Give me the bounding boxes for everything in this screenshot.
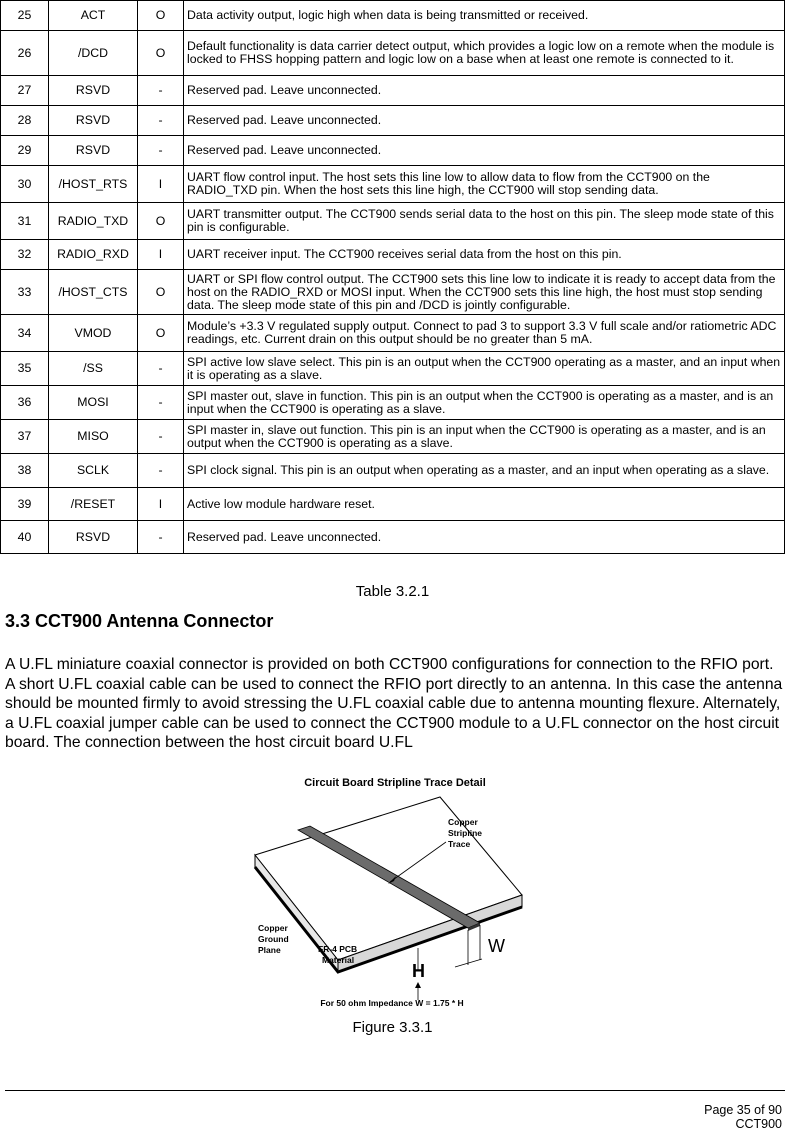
- pin-direction-cell: -: [138, 352, 184, 386]
- table-row: [1, 488, 785, 521]
- pin-description-cell: Reserved pad. Leave unconnected.: [184, 521, 785, 554]
- pin-name-cell: RSVD: [49, 106, 138, 136]
- pin-direction-cell: -: [138, 136, 184, 166]
- label-copper-stripline-3: Trace: [448, 839, 471, 849]
- pin-direction-cell: -: [138, 420, 184, 454]
- table-row: [1, 420, 785, 454]
- section-heading: 3.3 CCT900 Antenna Connector: [5, 611, 274, 631]
- label-copper-stripline-2: Stripline: [448, 828, 483, 838]
- pin-name-cell: /HOST_RTS: [49, 166, 138, 203]
- pin-direction-cell: I: [138, 488, 184, 521]
- stripline-figure: [250, 770, 540, 1010]
- pin-number-cell: 36: [1, 386, 49, 420]
- label-pcb-2: Material: [322, 955, 355, 965]
- pin-name-cell: ACT: [49, 1, 138, 31]
- pin-direction-cell: -: [138, 76, 184, 106]
- pin-description-cell: Module’s +3.3 V regulated supply output. Connect to pad 3 to support 3.3 V full scale and/or ratiometric ADC readings, etc. Current drain on this output should be no greater than 5 mA.: [184, 315, 785, 352]
- table-row: [1, 270, 785, 315]
- table-row: [1, 454, 785, 488]
- table-row: [1, 31, 785, 76]
- label-ground-plane-3: Plane: [258, 945, 281, 955]
- pin-description-cell: UART or SPI flow control output. The CCT900 sets this line low to indicate it is ready to accept data from the host on the RADIO_RXD or MOSI input. When the CCT900 sets this line high, the host must stop sending data. The sleep mode state of this pin and /DCD is jointly configurable.: [184, 270, 785, 315]
- pin-direction-cell: O: [138, 31, 184, 76]
- w-dim-line: [455, 959, 482, 967]
- table-caption: Table 3.2.1: [355, 583, 430, 600]
- pin-name-cell: /SS: [49, 352, 138, 386]
- pin-description-cell: SPI master in, slave out function. This pin is an input when the CCT900 is operating as a master, and is an output when the CCT900 is operating as a slave.: [184, 420, 785, 454]
- pin-number-cell: 35: [1, 352, 49, 386]
- pin-name-cell: RADIO_RXD: [49, 240, 138, 270]
- document-name: CCT900: [735, 1117, 782, 1131]
- pin-description-cell: Active low module hardware reset.: [184, 488, 785, 521]
- pin-name-cell: RSVD: [49, 521, 138, 554]
- label-w: W: [488, 936, 505, 956]
- section-paragraph: A U.FL miniature coaxial connector is provided on both CCT900 configurations for connection to the RFIO port. A short U.FL coaxial cable can be used to connect the RFIO port directly to an antenna. In this case the antenna should be mounted firmly to avoid stressing the U.FL coaxial cable due to antenna mounting flexure. Alternately, a U.FL coaxial jumper cable can be used to connect the CCT900 module to a U.FL connector on the host circuit board. The connection between the host circuit board U.FL: [5, 656, 783, 752]
- pin-description-cell: Reserved pad. Leave unconnected.: [184, 136, 785, 166]
- pin-name-cell: MISO: [49, 420, 138, 454]
- pin-description-cell: UART receiver input. The CCT900 receives serial data from the host on this pin.: [184, 240, 785, 270]
- table-row: [1, 136, 785, 166]
- pin-number-cell: 32: [1, 240, 49, 270]
- pin-name-cell: /HOST_CTS: [49, 270, 138, 315]
- pin-direction-cell: O: [138, 315, 184, 352]
- table-row: [1, 1, 785, 31]
- pin-description-cell: SPI master out, slave in function. This pin is an output when the CCT900 is operating as a master, and is an input when the CCT900 is operating as a slave.: [184, 386, 785, 420]
- pin-direction-cell: I: [138, 240, 184, 270]
- label-pcb-1: FR-4 PCB: [318, 944, 358, 954]
- pin-description-cell: Reserved pad. Leave unconnected.: [184, 76, 785, 106]
- pin-number-cell: 28: [1, 106, 49, 136]
- pin-number-cell: 38: [1, 454, 49, 488]
- pin-direction-cell: O: [138, 270, 184, 315]
- pin-number-cell: 26: [1, 31, 49, 76]
- table-row: [1, 240, 785, 270]
- pin-name-cell: /RESET: [49, 488, 138, 521]
- pin-description-cell: UART transmitter output. The CCT900 sends serial data to the host on this pin. The sleep mode state of this pin is configurable.: [184, 203, 785, 240]
- pin-direction-cell: O: [138, 1, 184, 31]
- pin-description-cell: SPI clock signal. This pin is an output when operating as a master, and an input when operating as a slave.: [184, 454, 785, 488]
- table-row: [1, 315, 785, 352]
- pin-number-cell: 27: [1, 76, 49, 106]
- table-row: [1, 166, 785, 203]
- stripline-diagram: [250, 770, 540, 1010]
- pin-name-cell: SCLK: [49, 454, 138, 488]
- page-number: Page 35 of 90: [704, 1103, 782, 1117]
- pin-description-cell: SPI active low slave select. This pin is an output when the CCT900 operating as a master, and an input when it is operating as a slave.: [184, 352, 785, 386]
- table-row: [1, 386, 785, 420]
- footer-rule: [5, 1090, 785, 1091]
- pin-number-cell: 30: [1, 166, 49, 203]
- pin-number-cell: 39: [1, 488, 49, 521]
- table-row: [1, 521, 785, 554]
- table-row: [1, 76, 785, 106]
- pin-description-cell: Default functionality is data carrier detect output, which provides a logic low on a remote when the module is locked to FHSS hopping pattern and logic low on a base when at least one remote is connected to it.: [184, 31, 785, 76]
- pin-name-cell: VMOD: [49, 315, 138, 352]
- pin-name-cell: RSVD: [49, 76, 138, 106]
- table-row: [1, 203, 785, 240]
- pin-number-cell: 37: [1, 420, 49, 454]
- label-ground-plane-2: Ground: [258, 934, 289, 944]
- pin-number-cell: 40: [1, 521, 49, 554]
- pin-name-cell: RADIO_TXD: [49, 203, 138, 240]
- pin-description-cell: Data activity output, logic high when data is being transmitted or received.: [184, 1, 785, 31]
- figure-title: Circuit Board Stripline Trace Detail: [304, 777, 486, 789]
- label-copper-stripline-1: Copper: [448, 817, 478, 827]
- pin-direction-cell: -: [138, 454, 184, 488]
- pin-number-cell: 31: [1, 203, 49, 240]
- pin-direction-cell: I: [138, 166, 184, 203]
- pin-description-cell: Reserved pad. Leave unconnected.: [184, 106, 785, 136]
- figure-caption: Figure 3.3.1: [352, 1019, 433, 1036]
- figure-formula: For 50 ohm Impedance W = 1.75 * H: [320, 998, 464, 1008]
- pin-name-cell: RSVD: [49, 136, 138, 166]
- pin-number-cell: 25: [1, 1, 49, 31]
- table-row: [1, 352, 785, 386]
- pin-name-cell: /DCD: [49, 31, 138, 76]
- label-h: H: [412, 961, 425, 981]
- table-row: [1, 106, 785, 136]
- pin-number-cell: 29: [1, 136, 49, 166]
- pin-direction-cell: O: [138, 203, 184, 240]
- pin-direction-cell: -: [138, 386, 184, 420]
- pin-number-cell: 33: [1, 270, 49, 315]
- page-footer: [704, 1103, 782, 1131]
- pin-description-table: [0, 0, 785, 554]
- pin-number-cell: 34: [1, 315, 49, 352]
- pin-direction-cell: -: [138, 521, 184, 554]
- label-ground-plane-1: Copper: [258, 923, 288, 933]
- pin-description-cell: UART flow control input. The host sets this line low to allow data to flow from the CCT900 on the RADIO_TXD pin. When the host sets this line high, the CCT900 will stop sending data.: [184, 166, 785, 203]
- pin-direction-cell: -: [138, 106, 184, 136]
- pin-name-cell: MOSI: [49, 386, 138, 420]
- h-arrow-head: [415, 982, 421, 988]
